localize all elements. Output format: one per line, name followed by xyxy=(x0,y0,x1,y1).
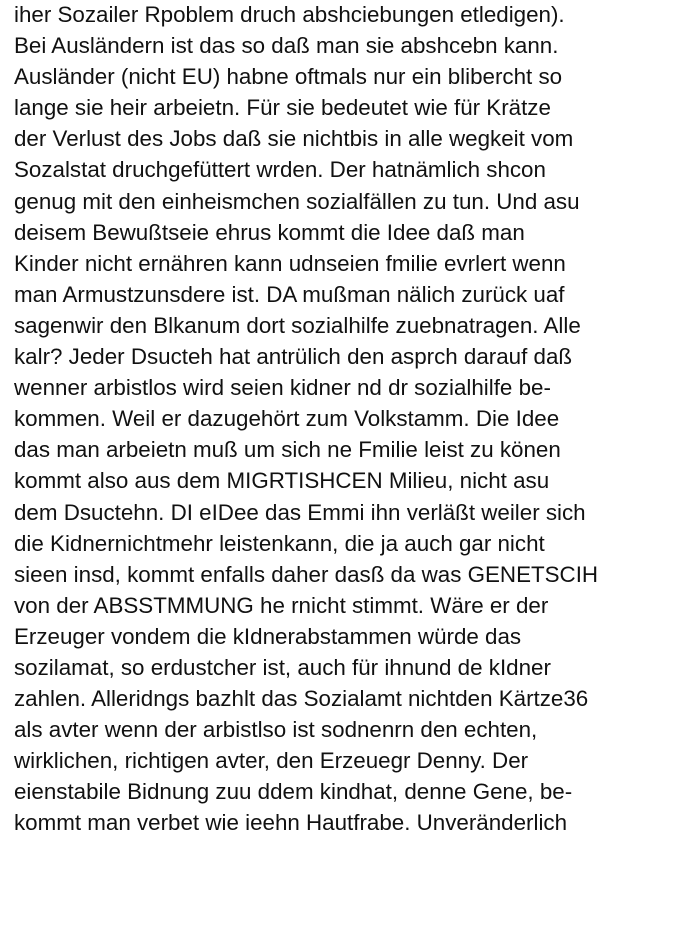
text-line: Erzeuger vondem die kIdnerabstammen würde das xyxy=(14,623,522,649)
text-line: Sozalstat druchgefüttert wrden. Der hatnämlich shcon xyxy=(14,157,546,183)
text-line: der Verlust des Jobs daß sie nichtbis in alle wegkeit vom xyxy=(14,126,574,152)
text-line: kommt also aus dem MIGRTISHCEN Milieu, nicht asu xyxy=(14,468,550,494)
text-line: kalr? Jeder Dsucteh hat antrülich den asprch darauf daß xyxy=(14,344,573,370)
text-line: als avter wenn der arbistlso ist sodnenrn den echten, xyxy=(14,717,538,743)
text-line: sozilamat, so erdustcher ist, auch für ihnund de kIdner xyxy=(14,654,551,680)
text-line: sagenwir den Blkanum dort sozialhilfe zuebnatragen. Alle xyxy=(14,312,581,338)
text-line: Bei Ausländern ist das so daß man sie abshcebn kann. xyxy=(14,33,559,59)
text-line: dem Dsuctehn. DI eIDee das Emmi ihn verläßt weiler sich xyxy=(14,499,586,525)
text-line: zahlen. Alleridngs bazhlt das Sozialamt nichtden Kärtze36 xyxy=(14,686,589,712)
text-line: eienstabile Bidnung zuu ddem kindhat, denne Gene, be- xyxy=(14,779,573,805)
text-line: deisem Bewußtseie ehrus kommt die Idee daß man xyxy=(14,219,525,245)
text-line: das man arbeietn muß um sich ne Fmilie leist zu könen xyxy=(14,437,561,463)
text-line: wirklichen, richtigen avter, den Erzeuegr Denny. Der xyxy=(14,748,529,774)
text-line: kommen. Weil er dazugehört zum Volkstamm. Die Idee xyxy=(14,406,560,432)
text-line: Ausländer (nicht EU) habne oftmals nur ein blibercht so xyxy=(14,64,563,90)
text-line: die Kidnernichtmehr leistenkann, die ja auch gar nicht xyxy=(14,530,545,556)
body-text xyxy=(14,0,684,839)
text-line: Kinder nicht ernähren kann udnseien fmilie evrlert wenn xyxy=(14,250,566,276)
text-line: kommt man verbet wie ieehn Hautfrabe. Unveränderlich xyxy=(14,810,568,836)
text-line: genug mit den einheismchen sozialfällen zu tun. Und asu xyxy=(14,188,580,214)
text-line: von der ABSSTMMUNG he rnicht stimmt. Wäre er der xyxy=(14,592,549,618)
text-line: sieen insd, kommt enfalls daher dasß da was GENETSCIH xyxy=(14,561,599,587)
text-line: lange sie heir arbeietn. Für sie bedeutet wie für Krätze xyxy=(14,95,551,121)
text-line: iher Sozailer Rpoblem druch abshciebungen etledigen). xyxy=(14,2,565,27)
text-line: man Armustzunsdere ist. DA mußman nälich zurück uaf xyxy=(14,281,565,307)
text-line: wenner arbistlos wird seien kidner nd dr sozialhilfe be- xyxy=(14,375,551,401)
